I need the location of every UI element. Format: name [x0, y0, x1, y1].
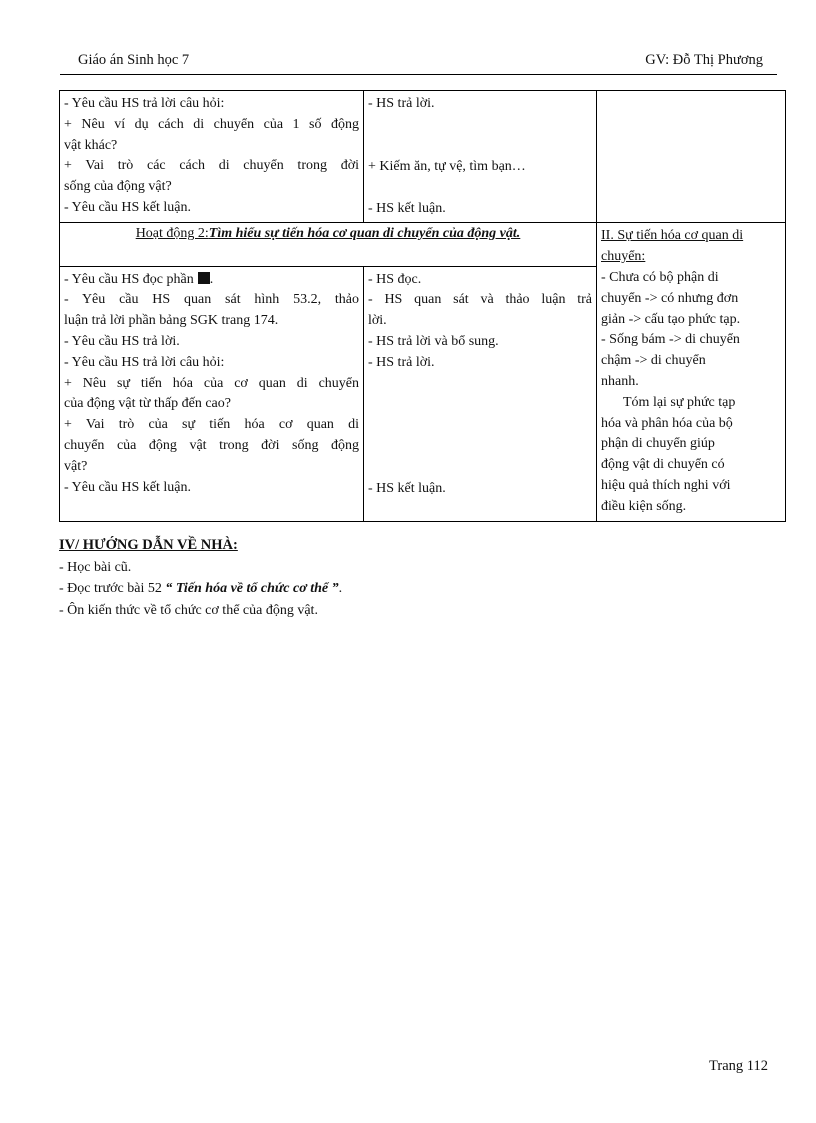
text-line: - HS đọc.	[368, 271, 422, 287]
homework-item: - Đọc trước bài 52 “ Tiến hóa về tổ chức cơ thể ”.	[59, 581, 343, 596]
table-row	[60, 223, 786, 266]
text-line: - Yêu cầu HS đọc phần .	[64, 271, 214, 287]
text-line: - Chưa có bộ phận di	[601, 269, 719, 285]
text-line: - Yêu cầu HS trả lời.	[64, 333, 180, 349]
homework-item: - Ôn kiến thức về tổ chức cơ thể của động vật.	[59, 602, 318, 618]
activity-label: Hoạt động 2:	[135, 226, 209, 242]
text-line: vật?	[64, 458, 88, 474]
text-line: điều kiện sống.	[601, 498, 687, 514]
teacher-activity-cell	[60, 91, 364, 223]
content-cell	[597, 223, 786, 521]
text-line: vật khác?	[64, 137, 118, 153]
text-line: động vật di chuyển có	[601, 457, 725, 473]
lesson-table	[59, 90, 786, 522]
text-line: - Yêu cầu HS trả lời câu hỏi:	[64, 96, 225, 111]
text-line: sống của động vật?	[64, 179, 172, 195]
content-cell	[597, 91, 786, 223]
teacher-activity-cell	[60, 266, 364, 521]
homework-section	[59, 535, 342, 621]
text-line: Tóm lại sự phức tạp	[623, 394, 736, 410]
text-line: nhanh.	[601, 373, 639, 389]
text-line: - Yêu cầu HS quan sát hình 53.2, thảo	[64, 292, 359, 308]
table-row	[60, 91, 786, 223]
text-line: + Nêu ví dụ cách di chuyển của 1 số động	[64, 116, 359, 132]
text-line: + Vai trò của sự tiến hóa cơ quan di	[64, 417, 359, 433]
text-line: - Sống bám -> di chuyển	[601, 332, 740, 348]
text-line: - HS trả lời.	[368, 96, 435, 111]
book-symbol-icon	[198, 272, 210, 284]
text-line: giản -> cấu tạo phức tạp.	[601, 311, 741, 327]
text-line: - Yêu cầu HS kết luận.	[64, 479, 191, 495]
student-activity-cell	[364, 91, 597, 223]
homework-item: - Học bài cũ.	[59, 559, 132, 575]
text-line: chậm -> di chuyển	[601, 353, 706, 369]
text-line: - HS kết luận.	[368, 480, 446, 496]
activity-heading	[60, 223, 597, 266]
lesson-name: “ Tiến hóa về tổ chức cơ thể ”	[165, 581, 339, 596]
text-line: - Yêu cầu HS trả lời câu hỏi:	[64, 354, 225, 370]
text-line: luận trả lời phần bảng SGK trang 174.	[64, 313, 279, 329]
activity-title: Tìm hiểu sự tiến hóa cơ quan di chuyển của động vật.	[208, 226, 521, 242]
page-number: Trang 112	[709, 1058, 768, 1074]
page-header	[60, 50, 777, 75]
header-teacher: GV: Đỗ Thị Phương	[645, 52, 763, 68]
text-line: - Yêu cầu HS kết luận.	[64, 199, 191, 215]
text-line: hiệu quả thích nghi với	[601, 477, 731, 493]
text-line: lời.	[368, 313, 387, 329]
text-line: - HS kết luận.	[368, 200, 446, 216]
text-line: chuyển của động vật trong đời sống động	[64, 437, 359, 453]
student-activity-cell	[364, 266, 597, 521]
text-line: + Nêu sự tiến hóa của cơ quan di chuyển	[64, 375, 359, 391]
text-line: phận di chuyển giúp	[601, 436, 715, 452]
text-line: chuyển -> có nhưng đơn	[601, 290, 739, 306]
homework-title: IV/ HƯỚNG DẪN VỀ NHÀ:	[59, 537, 238, 553]
header-subject: Giáo án Sinh học 7	[78, 52, 190, 68]
text-line: + Vai trò các cách di chuyển trong đời	[64, 158, 359, 174]
text-line: - HS quan sát và thảo luận trả	[368, 292, 592, 308]
text-line: + Kiếm ăn, tự vệ, tìm bạn…	[368, 158, 526, 174]
text-line: của động vật từ thấp đến cao?	[64, 396, 231, 412]
text-line: - HS trả lời và bổ sung.	[368, 333, 499, 349]
text-line: hóa và phân hóa của bộ	[601, 415, 733, 431]
text-line: - HS trả lời.	[368, 354, 435, 370]
section-title: II. Sự tiến hóa cơ quan di chuyển:	[601, 228, 744, 265]
